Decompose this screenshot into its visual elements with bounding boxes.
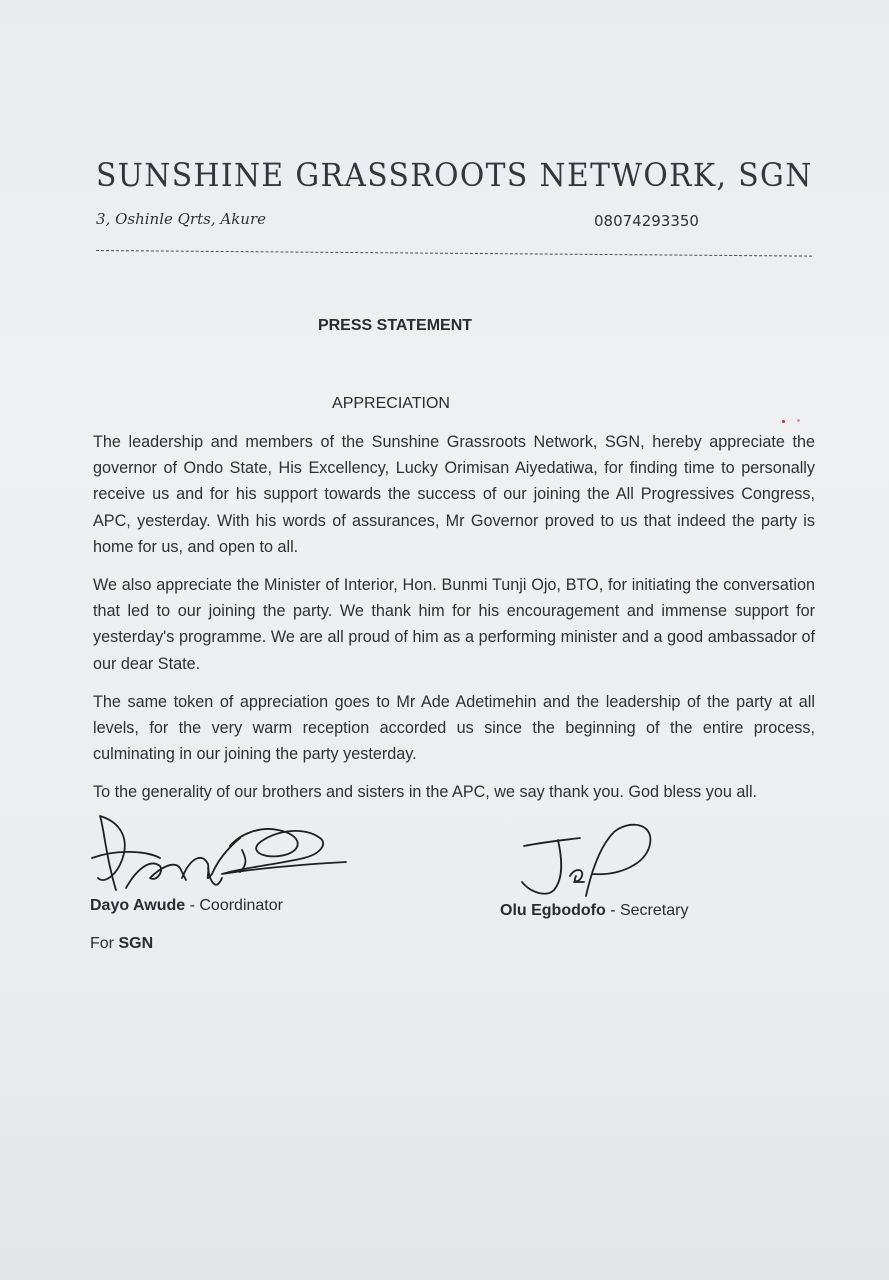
- body-paragraph: We also appreciate the Minister of Interior, Hon. Bunmi Tunji Ojo, BTO, for initiating the conversation that led to our joining the party. We thank him for his encouragement and immense support for yesterday's programme. We are all proud of him as a performing minister and a good ambassador of our dear State.: [93, 576, 815, 673]
- secretary-signature: [514, 818, 664, 902]
- secretary-name: Olu Egbodofo: [500, 902, 606, 919]
- letterhead-address: 3, Oshinle Qrts, Akure: [96, 210, 266, 228]
- letterhead-phone: 08074293350: [594, 212, 699, 230]
- paper-speck: [797, 419, 800, 422]
- document-title: APPRECIATION: [332, 395, 450, 412]
- secretary-name-line: [500, 902, 688, 920]
- secretary-separator: -: [605, 902, 620, 919]
- closing-line: To the generality of our brothers and sisters in the APC, we say thank you. God bless you all.: [93, 783, 758, 802]
- for-organisation-line: [90, 935, 153, 953]
- for-organisation: SGN: [118, 935, 154, 952]
- statement-body: [93, 429, 815, 818]
- coordinator-name-line: [90, 897, 283, 915]
- coordinator-role: Coordinator: [199, 897, 283, 914]
- paper-speck: [782, 420, 785, 423]
- secretary-role: Secretary: [619, 902, 689, 919]
- body-paragraph: The leadership and members of the Sunshine Grassroots Network, SGN, hereby appreciate the governor of Ondo State, His Excellency, Lucky Orimisan Aiyedatiwa, for finding time to personally receive us and for his support towards the success of our joining the All Progressives Congress, APC, yesterday. With his words of assurances, Mr Governor proved to us that indeed the party is home for us, and open to all.: [93, 433, 815, 556]
- coordinator-signature: [90, 808, 360, 900]
- document-type-heading: PRESS STATEMENT: [317, 317, 473, 334]
- coordinator-name: Dayo Awude: [90, 897, 186, 914]
- body-paragraph: The same token of appreciation goes to Mr Ade Adetimehin and the leadership of the party at all levels, for the very warm reception accorded us since the beginning of the entire process, culminating in our joining the party yesterday.: [93, 692, 815, 764]
- coordinator-separator: -: [185, 897, 200, 914]
- letterhead-org-name: SUNSHINE GRASSROOTS NETWORK, SGN: [96, 156, 813, 194]
- letterhead-divider: [96, 250, 812, 257]
- for-prefix: For: [90, 935, 119, 952]
